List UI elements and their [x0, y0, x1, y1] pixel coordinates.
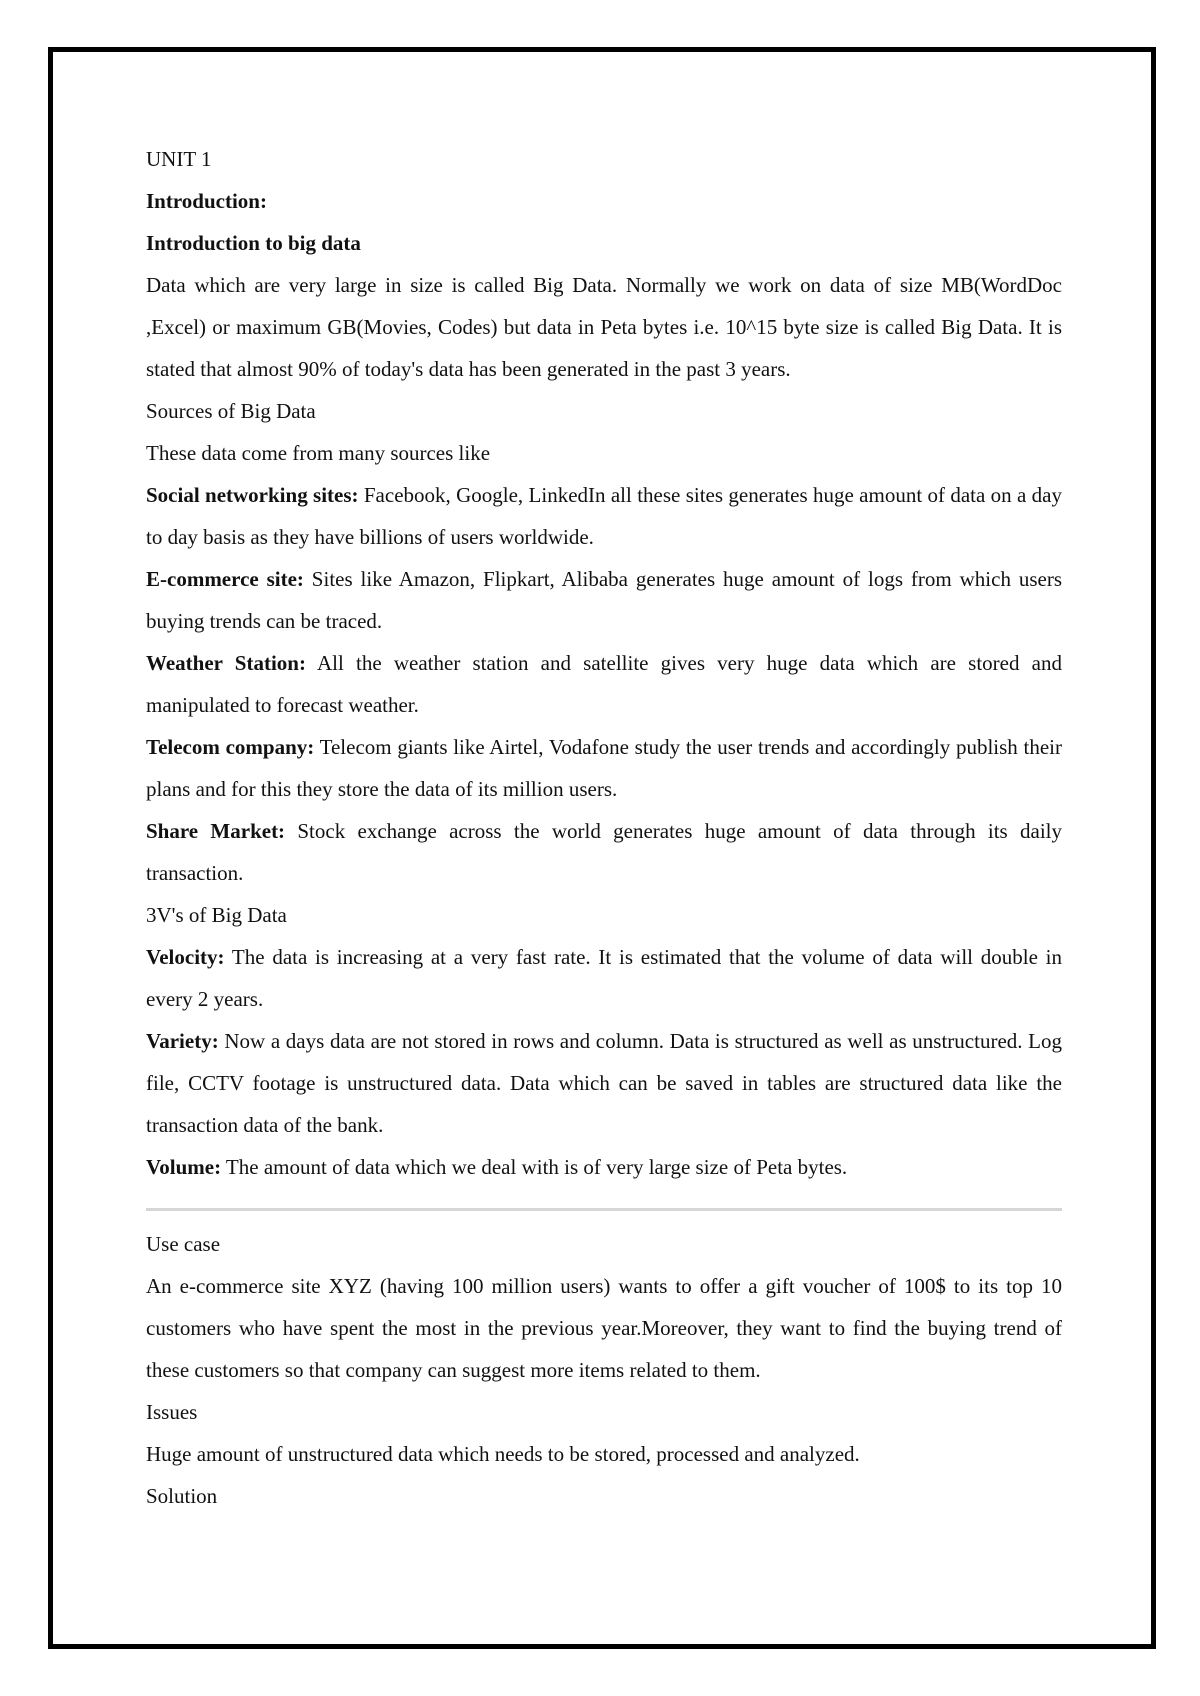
- source-term: E-commerce site:: [146, 567, 304, 591]
- v-term: Variety:: [146, 1029, 219, 1053]
- source-item-telecom: [146, 726, 1062, 810]
- v-term: Velocity:: [146, 945, 225, 969]
- source-item-ecommerce: [146, 558, 1062, 642]
- v-term: Volume:: [146, 1155, 222, 1179]
- use-case-title: Use case: [146, 1232, 221, 1256]
- source-text: Facebook, Google, LinkedIn all these sites generates huge amount of data on a day to day basis as they have billions of users worldwide.: [146, 483, 1063, 549]
- unit-label: UNIT 1: [146, 147, 212, 171]
- v-text: Now a days data are not stored in rows and column. Data is structured as well as unstructured. Log file, CCTV footage is unstructured data. Data which can be saved in tables are structured data like the transaction data of the bank.: [146, 1029, 1062, 1137]
- source-text: Sites like Amazon, Flipkart, Alibaba generates huge amount of logs from which users buying trends can be traced.: [146, 567, 1062, 633]
- issues-title: Issues: [146, 1400, 198, 1424]
- section-heading: Introduction:: [146, 189, 267, 213]
- sources-intro: These data come from many sources like: [146, 441, 491, 465]
- issues-text: Huge amount of unstructured data which needs to be stored, processed and analyzed.: [146, 1442, 860, 1466]
- sources-title: Sources of Big Data: [146, 399, 316, 423]
- source-term: Telecom company:: [146, 735, 315, 759]
- intro-paragraph: Data which are very large in size is called Big Data. Normally we work on data of size MB(WordDoc ,Excel) or maximum GB(Movies, Codes) but data in Peta bytes i.e. 10^15 byte size is called Big Data. It is stated that almost 90% of today's data has been generated in the past 3 years.: [146, 273, 1062, 381]
- source-text: Stock exchange across the world generates huge amount of data through its daily transaction.: [146, 819, 1063, 885]
- v-item-volume: [146, 1146, 1062, 1188]
- v-text: The data is increasing at a very fast rate. It is estimated that the volume of data will double in every 2 years.: [146, 945, 1062, 1011]
- source-item-social: [146, 474, 1062, 558]
- source-term: Social networking sites:: [146, 483, 359, 507]
- source-term: Weather Station:: [146, 651, 306, 675]
- source-text: Telecom giants like Airtel, Vodafone study the user trends and accordingly publish their plans and for this they store the data of its million users.: [146, 735, 1062, 801]
- horizontal-divider: [146, 1208, 1062, 1211]
- source-item-share-market: [146, 810, 1062, 894]
- solution-title: Solution: [146, 1484, 218, 1508]
- source-text: All the weather station and satellite gives very huge data which are stored and manipulated to forecast weather.: [146, 651, 1062, 717]
- v-item-variety: [146, 1020, 1062, 1146]
- source-item-weather: [146, 642, 1062, 726]
- subsection-heading: Introduction to big data: [146, 231, 361, 255]
- v-text: The amount of data which we deal with is of very large size of Peta bytes.: [221, 1155, 848, 1179]
- source-term: Share Market:: [146, 819, 286, 843]
- use-case-text: An e-commerce site XYZ (having 100 million users) wants to offer a gift voucher of 100$ to its top 10 customers who have spent the most in the previous year.Moreover, they want to find the buying trend of these customers so that company can suggest more items related to them.: [146, 1274, 1062, 1382]
- vs-title: 3V's of Big Data: [146, 903, 287, 927]
- v-item-velocity: [146, 936, 1062, 1020]
- document-body: [146, 138, 1062, 1517]
